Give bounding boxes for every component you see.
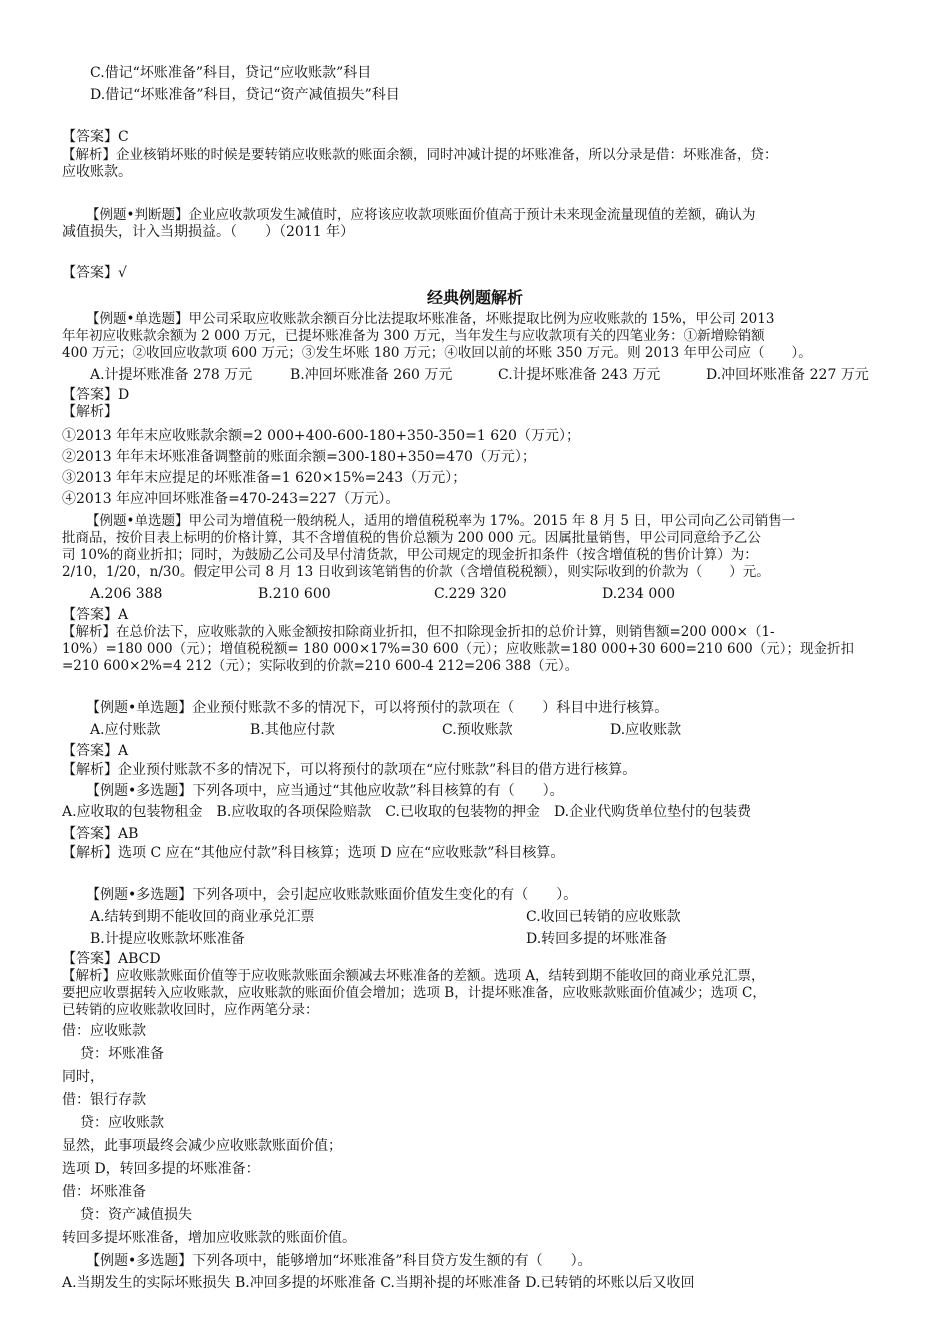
question-stem: 【例题•多选题】下列各项中，应当通过“其他应收款”科目核算的有（ ）。 bbox=[86, 783, 564, 799]
journal-entry: 转回多提坏账准备，增加应收账款的账面价值。 bbox=[62, 1230, 356, 1246]
question-stem: 【例题•单选题】企业预付账款不多的情况下，可以将预付的款项在（ ）科目中进行核算。 bbox=[86, 700, 669, 716]
journal-entry: 贷：应收账款 bbox=[80, 1115, 164, 1131]
analysis-step: ①2013 年年末应收账款余额=2 000+400-600-180+350-350=1 620（万元）； bbox=[62, 428, 580, 444]
question-stem: 司 10%的商业折扣；同时，为鼓励乙公司及早付清货款，甲公司规定的现金折扣条件（按含增值税的售价计算）为： bbox=[62, 547, 758, 563]
option-a: A.计提坏账准备 278 万元 bbox=[90, 367, 253, 383]
analysis-line: 10%）=180 000（元）；增值税税额= 180 000×17%=30 600（元）；应收账款=180 000+30 600=210 600（元）；现金折扣 bbox=[62, 641, 855, 657]
question-stem: 【例题•多选题】下列各项中，会引起应收账款账面价值发生变化的有（ ）。 bbox=[86, 887, 578, 903]
question-stem: 【例题•多选题】下列各项中，能够增加“坏账准备”科目贷方发生额的有（ ）。 bbox=[86, 1253, 592, 1269]
option-a: A.应付账款 bbox=[90, 722, 161, 738]
option-d: D.234 000 bbox=[602, 586, 676, 602]
analysis-line: 【解析】在总价法下，应收账款的入账金额按扣除商业折扣，但不扣除现金折扣的总价计算，则销售额=200 000×（1- bbox=[62, 624, 775, 640]
analysis-line: 【解析】选项 C 应在“其他应付款”科目核算；选项 D 应在“应收账款”科目核算。 bbox=[62, 845, 565, 861]
analysis-step: ③2013 年年末应提足的坏账准备=1 620×15%=243（万元）； bbox=[62, 470, 467, 486]
analysis-step: ②2013 年年末坏账准备调整前的账面余额=300-180+350=470（万元）； bbox=[62, 449, 536, 465]
option-c: C.229 320 bbox=[434, 586, 507, 602]
answer: 【答案】√ bbox=[62, 265, 127, 281]
option-b: B.其他应付款 bbox=[250, 722, 335, 738]
options-line: A.应收取的包装物租金 B.应收取的各项保险赔款 C.已收取的包装物的押金 D.企业代购货单位垫付的包装费 bbox=[62, 804, 752, 820]
analysis-line: 要把应收票据转入应收账款，应收账款的账面价值会增加；选项 B，计提坏账准备，应收账款账面价值减少；选项 C， bbox=[62, 985, 766, 1001]
section-title: 经典例题解析 bbox=[426, 288, 523, 307]
journal-entry: 借：银行存款 bbox=[62, 1092, 146, 1108]
answer: 【答案】A bbox=[62, 743, 129, 759]
option-b: B.冲回坏账准备 260 万元 bbox=[290, 367, 453, 383]
journal-entry: 借：坏账准备 bbox=[62, 1184, 146, 1200]
option-a: A.结转到期不能收回的商业承兑汇票 bbox=[90, 909, 315, 925]
analysis-line: 已转销的应收账款收回时，应作两笔分录： bbox=[62, 1002, 319, 1018]
option-b: B.210 600 bbox=[258, 586, 331, 602]
question-stem: 减值损失，计入当期损益。（ ）（2011 年） bbox=[62, 224, 355, 240]
analysis-line: 【解析】企业预付账款不多的情况下，可以将预付的款项在“应付账款”科目的借方进行核算。 bbox=[62, 762, 637, 778]
answer: 【答案】ABCD bbox=[62, 951, 161, 967]
answer: 【答案】A bbox=[62, 607, 129, 623]
analysis-line: 【解析】应收账款账面价值等于应收账款账面余额减去坏账准备的差额。选项 A，结转到期不能收回的商业承兑汇票， bbox=[62, 968, 765, 984]
option-a: A.206 388 bbox=[90, 586, 163, 602]
journal-entry: 贷：资产减值损失 bbox=[80, 1207, 192, 1223]
analysis-step: ④2013 年应冲回坏账准备=470-243=227（万元）。 bbox=[62, 491, 400, 507]
answer: 【答案】D bbox=[62, 387, 130, 403]
question-stem: 400 万元；②收回应收款项 600 万元；③发生坏账 180 万元；④收回以前的坏账 350 万元。则 2013 年甲公司应（ ）。 bbox=[62, 345, 812, 361]
option-d: D.冲回坏账准备 227 万元 bbox=[706, 367, 869, 383]
analysis-line: 应收账款。 bbox=[62, 164, 132, 180]
journal-entry: 贷：坏账准备 bbox=[80, 1046, 164, 1062]
option-d: D.借记“坏账准备”科目，贷记“资产减值损失”科目 bbox=[90, 87, 400, 103]
answer: 【答案】C bbox=[62, 129, 129, 145]
options-line: A.当期发生的实际坏账损失 B.冲回多提的坏账准备 C.当期补提的坏账准备 D.已转销的坏账以后又收回 bbox=[62, 1275, 695, 1291]
journal-entry: 显然，此事项最终会减少应收账款账面价值； bbox=[62, 1138, 342, 1154]
option-d: D.转回多提的坏账准备 bbox=[526, 931, 668, 947]
option-c: C.预收账款 bbox=[442, 722, 513, 738]
analysis-label: 【解析】 bbox=[62, 404, 118, 420]
option-c: C.收回已转销的应收账款 bbox=[526, 909, 681, 925]
question-stem: 【例题•判断题】企业应收款项发生减值时，应将该应收款项账面价值高于预计未来现金流量现值的差额，确认为 bbox=[86, 207, 756, 223]
option-d: D.应收账款 bbox=[610, 722, 682, 738]
answer: 【答案】AB bbox=[62, 826, 139, 842]
question-stem: 2/10，1/20，n/30。假定甲公司 8 月 13 日收到该笔销售的价款（含增值税税额），则实际收到的价款为（ ）元。 bbox=[62, 564, 770, 580]
analysis-line: 【解析】企业核销坏账的时候是要转销应收账款的账面余额，同时冲减计提的坏账准备，所以分录是借：坏账准备，贷： bbox=[62, 147, 778, 163]
analysis-line: =210 600×2%=4 212（元）；实际收到的价款=210 600-4 212=206 388（元）。 bbox=[62, 658, 579, 674]
option-c: C.借记“坏账准备”科目，贷记“应收账款”科目 bbox=[90, 65, 372, 81]
question-stem: 【例题•单选题】甲公司为增值税一般纳税人，适用的增值税税率为 17%。2015 年 8 月 5 日，甲公司向乙公司销售一 bbox=[86, 513, 796, 529]
question-stem: 批商品，按价目表上标明的价格计算，其不含增值税的售价总额为 200 000 元。因属批量销售，甲公司同意给予乙公 bbox=[62, 530, 761, 546]
question-stem: 【例题•单选题】甲公司采取应收账款余额百分比法提取坏账准备，坏账提取比例为应收账款的 15%，甲公司 2013 bbox=[86, 311, 775, 327]
journal-entry: 借：应收账款 bbox=[62, 1023, 146, 1039]
option-b: B.计提应收账款坏账准备 bbox=[90, 931, 245, 947]
journal-entry: 同时， bbox=[62, 1069, 104, 1085]
question-stem: 年年初应收账款余额为 2 000 万元，已提坏账准备为 300 万元，当年发生与应收款项有关的四笔业务：①新增赊销额 bbox=[62, 328, 765, 344]
option-c: C.计提坏账准备 243 万元 bbox=[498, 367, 661, 383]
journal-entry: 选项 D，转回多提的坏账准备： bbox=[62, 1161, 260, 1177]
